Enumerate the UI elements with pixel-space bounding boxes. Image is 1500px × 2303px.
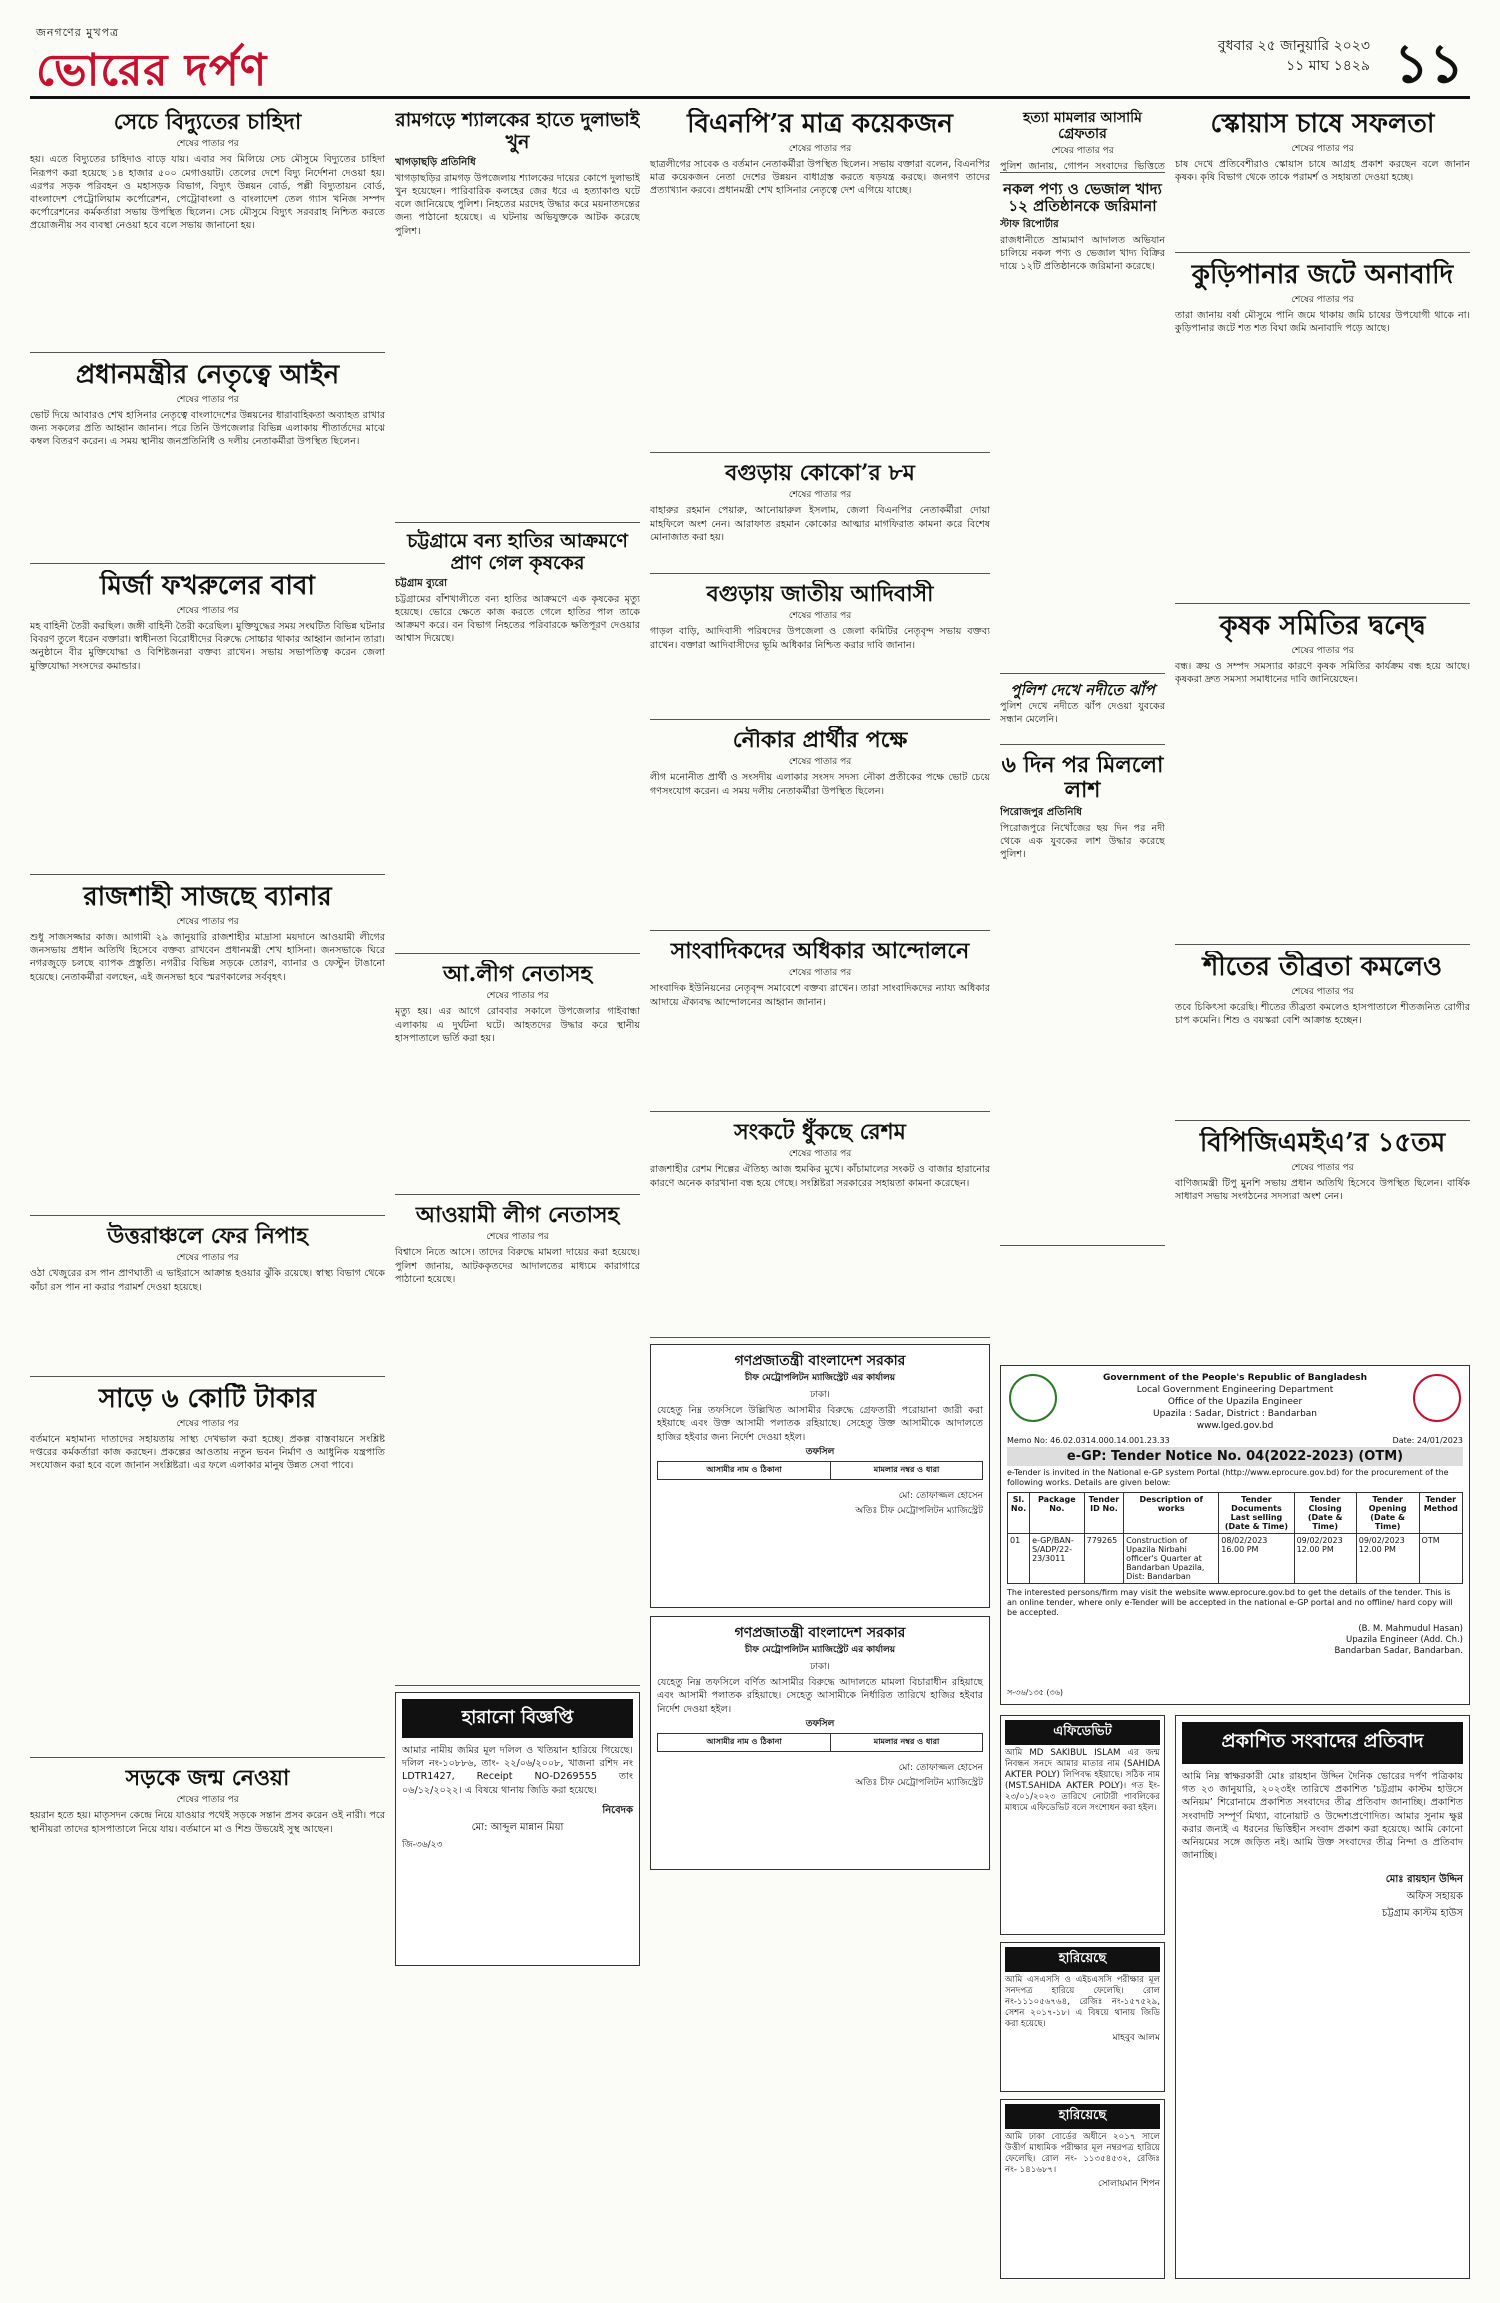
tender-table	[1007, 1492, 1463, 1584]
issue-date: বুধবার ২৫ জানুয়ারি ২০২৩ ১১ মাঘ ১৪২৯	[1217, 38, 1370, 74]
jump-line: শেষের পাতার পর	[1291, 143, 1354, 154]
page-number: ১১	[1393, 31, 1464, 95]
headline: রামগড়ে শ্যালকের হাতে দুলাভাই খুন	[395, 109, 640, 153]
body-text: মহ বাহিনী তৈরী করছিল। জঙ্গী বাহিনী তৈরী করেছিল। মুক্তিযুদ্ধের সময় সংঘটিত বিভিন্ন ঘটনার বিবরণ তুলে ধরেন বক্তারা। স্বাধীনতা বিরোধীদের বিরুদ্ধে সোচ্চার থাকার আহ্বান জানান তারা। অনুষ্ঠানে বীর মুক্তিযোদ্ধা ও বিশিষ্টজনরা বক্তব্য রাখেন। সভায় সভাপতিত্ব করেন জেলা মুক্তিযোদ্ধা সংসদের কমান্ডার।	[30, 620, 385, 672]
table-cell: 09/02/2023 12.00 PM	[1356, 1534, 1419, 1584]
headline: মির্জা ফখরুলের বাবা	[100, 571, 315, 601]
byline: চট্টগ্রাম ব্যুরো	[395, 577, 448, 589]
notice-signer-label: নিবেদক	[602, 1804, 633, 1816]
table-header: মামলার নম্বর ও ধারা	[831, 1461, 983, 1479]
body-text: হয়। এতে বিদ্যুতের চাহিদাও বাড়ে যায়। এবার সব মিলিয়ে সেচ মৌসুমে বিদ্যুতের চাহিদা নিরূপণ করা হয়েছে ১৪ হাজার ৫০০ মেগাওয়াট। তেলের দেশে বিদ্যু নির্দেশনা দেওয়া হয়। এরপর সড়ক পরিবহন ও মহাসড়ক বিভাগ, বিদ্যুৎ উন্নয়ন বোর্ড, পল্লী বিদ্যুতায়ন বোর্ড, বাংলাদেশ পেট্রোলিয়াম কর্পোরেশন, পেট্রোবাংলা ও বাংলাদেশ তেল গ্যাস খনিজ সম্পদ কর্পোরেশনের কর্মকর্তারা সভায় উপস্থিত ছিলেন। সেচ মৌসুমে বিদ্যুৎ সরবরাহ নিশ্চিত করতে প্রয়োজনীয় সব ব্যবস্থা নেওয়া হবে বলে সভায় জানানো হয়।	[30, 154, 385, 232]
table-header: আসামীর নাম ও ঠিকানা	[658, 1733, 831, 1751]
article	[1000, 751, 1165, 1246]
jump-line: শেষের পাতার পর	[1051, 146, 1114, 157]
article	[1175, 1127, 1470, 1306]
body-text: হয়রান হতে হয়। মাতৃসদন কেন্দ্রে নিয়ে যাওয়ার পথেই সড়কে সন্তান প্রসব করেন ওই নারী। পরে স্থানীয়রা তাদের হাসপাতালে নিয়ে যায়। বর্তমানে মা ও শিশু উভয়েই সুস্থ আছেন।	[30, 1810, 385, 1835]
notice-text: আমি ঢাকা বোর্ডের অধীনে ২০১৭ সালে উত্তীর্ণ মাধ্যমিক পরীক্ষার মূল নম্বরপত্র হারিয়ে ফেলেছি। রোল নং- ১১৩৫৪৫৩২, রেজিঃ নং- ১৪১৬৮৭।	[1005, 2132, 1160, 2175]
body-text: বাণিজ্যমন্ত্রী টিপু মুনশি সভায় প্রধান অতিথি হিসেবে উপস্থিত ছিলেন। বার্ষিক সাধারণ সভায় সংগঠনের সদস্যরা অংশ নেন।	[1175, 1177, 1470, 1203]
notice-title: এফিডেভিট	[1005, 1720, 1160, 1745]
court-notice-2	[650, 1616, 990, 1870]
jump-line: শেষের পাতার পর	[486, 991, 549, 1002]
table-header: মামলার নম্বর ও ধারা	[831, 1733, 983, 1751]
table-cell: 09/02/2023 12.00 PM	[1294, 1534, 1356, 1584]
headline: পুলিশ দেখে নদীতে ঝাঁপ	[1010, 681, 1155, 699]
notice-signer: মো: তোফাজ্জল হোসেন	[898, 1490, 983, 1501]
headline: উত্তরাঞ্চলে ফের নিপাহ	[107, 1223, 308, 1249]
jump-line: শেষের পাতার পর	[176, 1253, 239, 1264]
article	[30, 359, 385, 564]
notice-subtitle: চীফ মেট্রোপলিটন ম্যাজিস্ট্রেট এর কার্যালয়	[744, 1373, 896, 1384]
tender-title: e-GP: Tender Notice No. 04(2022-2023) (OTM)	[1007, 1447, 1463, 1466]
headline: স্কোয়াস চাষে সফলতা	[1210, 109, 1435, 139]
jump-line: শেষের পাতার পর	[788, 611, 852, 622]
headline: আওয়ামী লীগ নেতাসহ	[415, 1202, 620, 1228]
column-4	[1000, 108, 1165, 1252]
tender-gov: Government of the People's Republic of Bangladesh	[1102, 1373, 1368, 1383]
headline: সাড়ে ৬ কোটি টাকার	[98, 1384, 317, 1414]
jump-line: শেষের পাতার পর	[788, 1149, 852, 1160]
headline: সেচে বিদ্যুতের চাহিদা	[113, 109, 302, 135]
article	[650, 108, 990, 453]
table-cell: 01	[1008, 1534, 1030, 1584]
byline: পিরোজপুর প্রতিনিধি	[1000, 806, 1082, 818]
notice-city: ঢাকা।	[810, 1662, 830, 1673]
article	[650, 1118, 990, 1338]
article	[1000, 680, 1165, 745]
body-text: শুধু সাজসজ্জার কাজ। আগামী ২৯ জানুয়ারি রাজশাহীর মাদ্রাসা ময়দানে আওয়ামী লীগের জনসভায় প্রধান অতিথি হিসেবে বক্তব্য রাখবেন প্রধানমন্ত্রী শেখ হাসিনা। জনসভাকে ঘিরে নগরজুড়ে চলছে ব্যাপক প্রস্তুতি। নগরীর বিভিন্ন সড়কে তোরণ, ব্যানার ও ফেস্টুন টাঙানো হয়েছে। নেতাকর্মীরা বলছেন, এই জনসভা হবে স্মরণকালের সর্ববৃহৎ।	[30, 931, 385, 983]
table-cell: 08/02/2023 16.00 PM	[1219, 1534, 1294, 1584]
jump-line: শেষের পাতার পর	[1291, 1162, 1354, 1173]
headline: নকল পণ্য ও ভেজাল খাদ্য ১২ প্রতিষ্ঠানকে জরিমানা	[1003, 180, 1162, 216]
column-5	[1175, 108, 1470, 1312]
jump-line: শেষের পাতার পর	[176, 916, 239, 927]
tender-date: Date: 24/01/2023	[1392, 1436, 1463, 1445]
notice-title: হারিয়েছে	[1005, 1947, 1160, 1972]
body-text: পিরোজপুরে নিখোঁজের ছয় দিন পর নদী থেকে এক যুবকের লাশ উদ্ধার করেছে পুলিশ।	[1000, 822, 1165, 860]
tender-notice	[1000, 1365, 1470, 1705]
headline: রাজশাহী সাজছে ব্যানার	[83, 882, 332, 912]
headline: সংকটে ধুঁকছে রেশম	[734, 1119, 906, 1145]
body-text: বিশ্বাসে নিতে আসে। তাদের বিরুদ্ধে মামলা দায়ের করা হয়েছে। পুলিশ জানায়, আটককৃতদের আদালতের মাধ্যমে কারাগারে পাঠানো হয়েছে।	[395, 1247, 640, 1285]
headline: কৃষক সমিতির দ্বন্দ্বে	[1219, 611, 1426, 641]
body-text: চাষ দেখে প্রতিবেশীরাও স্কোয়াস চাষে আগ্রহ প্রকাশ করছেন বলে জানান কৃষক। কৃষি বিভাগ থেকে তাকে পরামর্শ ও সহায়তা দেওয়া হচ্ছে।	[1175, 158, 1470, 184]
table-header: Package No.	[1030, 1493, 1085, 1534]
notice-signer-title: অফিস সহায়ক	[1406, 1891, 1463, 1903]
table-header: Tender Documents Last selling (Date & Time)	[1219, 1493, 1294, 1534]
headline: নৌকার প্রার্থীর পক্ষে	[732, 727, 908, 753]
court-notice-1	[650, 1344, 990, 1608]
article	[650, 459, 990, 574]
table-header: Tender Method	[1419, 1493, 1462, 1534]
notice-signer-name: সোলায়মান শিপন	[1097, 2179, 1160, 2189]
jump-line: শেষের পাতার পর	[1291, 294, 1354, 305]
schedule-table	[657, 1461, 983, 1480]
article	[30, 1222, 385, 1377]
headline: আ.লীগ নেতাসহ	[442, 961, 593, 987]
article	[395, 1201, 640, 1686]
tender-dept: Local Government Engineering Department	[1136, 1385, 1334, 1395]
jump-line: শেষের পাতার পর	[176, 139, 239, 150]
notice-signer-office: চট্টগ্রাম কাস্টম হাউস	[1381, 1908, 1463, 1920]
article	[1000, 108, 1165, 173]
body-text: গাড়ল বাড়ি, আদিবাসী পরিষদের উপজেলা ও জেলা কমিটির নেতৃবৃন্দ সভায় বক্তব্য রাখেন। বক্তারা আদিবাসীদের ভূমি অধিকার নিশ্চিত করার দাবি জানান।	[650, 626, 990, 651]
notice-title: গণপ্রজাতন্ত্রী বাংলাদেশ সরকার	[734, 1625, 906, 1641]
table-cell: 779265	[1084, 1534, 1124, 1584]
tender-signer-title: Upazila Engineer (Add. Ch.)	[1346, 1635, 1463, 1645]
newspaper-logo: জনগণের মুখপত্র ভোরের দর্পণ	[36, 26, 268, 96]
body-text: তবে চিকিৎসা করেছি। শীতের তীব্রতা কমলেও হাসপাতালে শীতজনিত রোগীর চাপ কমেনি। শিশু ও বয়স্করা বেশি আক্রান্ত হচ্ছেন।	[1175, 1001, 1470, 1027]
body-text: লীগ মনোনীত প্রার্থী ও সংসদীয় এলাকার সংসদ সদস্য নৌকা প্রতীকের পক্ষে ভোট চেয়ে গণসংযোগ করেন। এ সময় দলীয় নেতাকর্মীরা উপস্থিত ছিলেন।	[650, 772, 990, 797]
tender-website[interactable]: www.lged.gov.bd	[1196, 1421, 1274, 1431]
article	[30, 1383, 385, 1758]
headline: ৬ দিন পর মিললো লাশ	[1001, 752, 1164, 804]
lost-marksheet-notice	[1000, 2099, 1165, 2279]
headline: সাংবাদিকদের অধিকার আন্দোলনে	[670, 938, 970, 964]
body-text: ভোট দিয়ে আবারও শেখ হাসিনার নেতৃত্বে বাংলাদেশের উন্নয়নের ধারাবাহিকতা অব্যাহত রাখার জন্য সকলের প্রতি আহ্বান জানান। পরে তিনি উপজেলার বিভিন্ন এলাকায় শীতার্তদের মাঝে কম্বল বিতরণ করেন। এ সময় স্থানীয় জনপ্রতিনিধি ও দলীয় নেতাকর্মীরা উপস্থিত ছিলেন।	[30, 409, 385, 448]
notice-text: যেহেতু নিম্ন তফসিলে বর্ণিত আসামীর বিরুদ্ধে আদালতে মামলা বিচারাধীন রহিয়াছে এবং আসামী পলাতক রহিয়াছে। সেহেতু আসামীকে নির্ধারিত তারিখে হাজির হইবার নির্দেশ দেওয়া হইল।	[657, 1677, 983, 1715]
jump-line: শেষের পাতার পর	[176, 1418, 239, 1429]
notice-title: গণপ্রজাতন্ত্রী বাংলাদেশ সরকার	[734, 1353, 906, 1369]
article	[395, 960, 640, 1195]
article	[650, 580, 990, 720]
headline: বিপিজিএমইএ’র ১৫তম	[1199, 1128, 1446, 1158]
tender-memo: Memo No: 46.02.0314.000.14.001.23.33	[1007, 1436, 1170, 1445]
jump-line: শেষের পাতার পর	[1291, 986, 1354, 997]
masthead	[30, 18, 1470, 99]
notice-text: যেহেতু নিম্ন তফসিলে উল্লিখিত আসামীর বিরুদ্ধে গ্রেফতারী পরোয়ানা জারী করা হইয়াছে এবং উক্ত আসামী পলাতক রহিয়াছে। সেহেতু উক্ত আসামীকে আদালতে হাজির হইবার জন্য নির্দেশ দেওয়া হইল।	[657, 1405, 983, 1443]
byline: খাগড়াছড়ি প্রতিনিধি	[395, 156, 476, 168]
jump-line: শেষের পাতার পর	[788, 143, 852, 154]
body-text: পুলিশ দেখে নদীতে ঝাঁপ দেওয়া যুবকের সন্ধান মেলেনি।	[1000, 701, 1165, 726]
table-cell: OTM	[1419, 1534, 1462, 1584]
article	[30, 108, 385, 353]
table-header: আসামীর নাম ও ঠিকানা	[658, 1461, 831, 1479]
notice-title: প্রকাশিত সংবাদের প্রতিবাদ	[1182, 1722, 1463, 1764]
article	[30, 570, 385, 875]
jump-line: শেষের পাতার পর	[788, 490, 852, 501]
headline: শীতের তীব্রতা কমলেও	[1202, 952, 1443, 982]
notice-text: আমি এসএসসি ও এইচএসসি পরীক্ষার মূল সনদপত্র হারিয়ে ফেলেছি। রোল নং-১১১০৫৬৭৬৪, রেজিঃ নং-১৫৭৫২৯, সেশন ২০১৭-১৮। এ বিষয়ে থানায় জিডি করা হয়েছে।	[1005, 1975, 1160, 2029]
column-1	[30, 108, 385, 2034]
jump-line: শেষের পাতার পর	[486, 1232, 549, 1243]
notice-city: ঢাকা।	[810, 1390, 830, 1401]
headline: হত্যা মামলার আসামি গ্রেফতার	[1023, 110, 1142, 143]
notice-subtitle: চীফ মেট্রোপলিটন ম্যাজিস্ট্রেট এর কার্যালয়	[744, 1645, 896, 1656]
notice-signer-title: অতিঃ চীফ মেট্রোপলিটন ম্যাজিস্ট্রেট	[855, 1505, 983, 1516]
tender-ref: স-৩৬/১৩৫ (৩৬)	[1007, 1688, 1064, 1697]
notice-text: আমার নামীয় জমির মূল দলিল ও খতিয়ান হারিয়ে গিয়েছে। দলিল নং-১০৮৮৬, তাং- ২২/০৬/২০০৮, খাজনা রশিদ নং LDTR1427, Receipt NO-D269555 তাং ০৬/১২/২০২২। এ বিষয়ে থানায় জিডি করা হয়েছে।	[402, 1745, 633, 1796]
table-cell: e-GP/BAN-S/ADP/22-23/3011	[1030, 1534, 1085, 1584]
body-text: সাংবাদিক ইউনিয়নের নেতৃবৃন্দ সমাবেশে বক্তব্য রাখেন। তারা সাংবাদিকদের ন্যায্য অধিকার আদায়ে ঐক্যবদ্ধ আন্দোলনের আহ্বান জানান।	[650, 983, 990, 1008]
tender-location: Upazila : Sadar, District : Bandarban	[1152, 1409, 1318, 1419]
jump-line: শেষের পাতার পর	[176, 1795, 239, 1806]
notice-signer-name: মোঃ রায়হান উদ্দিন	[1385, 1874, 1463, 1886]
body-text: চট্টগ্রামের বাঁশখালীতে বন্য হাতির আক্রমণে এক কৃষকের মৃত্যু হয়েছে। ভোরে ক্ষেতে কাজ করতে গেলে হাতির পাল তাকে আক্রমণ করে। বন বিভাগ নিহতের পরিবারকে ক্ষতিপূরণ দেওয়ার আশ্বাস দিয়েছে।	[395, 593, 640, 645]
column-3	[650, 108, 990, 1870]
headline: বগুড়ায় জাতীয় আদিবাসী	[706, 581, 934, 607]
notice-text: আমি MD SAKIBUL ISLAM এর জন্ম নিবন্ধন সনদে আমার মাতার নাম (SAHIDA AKTER POLY) লিপিবদ্ধ হইয়াছে। সঠিক নাম (MST.SAHIDA AKTER POLY)। গত ইং- ২৩/০১/২০২৩ তারিখে নোটারী পাবলিকের মাধ্যমে এফিডেভিট বলে সংশোধন করা হইল।	[1005, 1748, 1160, 1813]
table-cell: Construction of Upazila Nirbahi officer's Quarter at Bandarban Upazila, Dist: Bandarban	[1124, 1534, 1219, 1584]
article	[30, 1764, 385, 2028]
notice-text: আমি নিম্ন স্বাক্ষরকারী মোঃ রায়হান উদ্দিন দৈনিক ভোরের দর্পণ পত্রিকায় গত ২৩ জানুয়ারি, ২০২৩ইং তারিখে প্রকাশিত ‘চট্টগ্রাম কাস্টম হাউসে অনিয়ম’ শিরোনামে প্রকাশিত সংবাদের তীব্র প্রতিবাদ জানাচ্ছি। প্রকাশিত সংবাদটি সম্পূর্ণ মিথ্যা, বানোয়াট ও উদ্দেশ্যপ্রণোদিত। আমার সুনাম ক্ষুণ্ণ করার জন্যই এ ধরনের ভিত্তিহীন সংবাদ প্রকাশ করা হয়েছে। আমি কোনো অনিয়মের সঙ্গে জড়িত নই। আমি উক্ত সংবাদের তীব্র নিন্দা ও প্রতিবাদ জানাচ্ছি।	[1182, 1771, 1463, 1862]
notice-signer-name: মো: আব্দুল মান্নান মিয়া	[471, 1821, 564, 1833]
table-header: Tender Closing (Date & Time)	[1294, 1493, 1356, 1534]
article	[395, 108, 640, 523]
notice-ref: জি-৩৬/২৩	[402, 1839, 443, 1850]
body-text: বর্তমানে মহামান্য দাতাদের সহায়তায় সাস্থ্য দেখভাল করা হচ্ছে। প্রকল্প বাস্তবায়নে সংশ্লিষ্ট দপ্তরের কর্মকর্তারা কাজ করছেন। প্রকল্পের আওতায় নতুন ভবন নির্মাণ ও আধুনিক যন্ত্রপাতি সংযোজন করা হবে বলে জানান সংশ্লিষ্টরা। এর ফলে এলাকার মানুষ উন্নত সেবা পাবে।	[30, 1433, 385, 1472]
headline: কুড়িপানার জটে অনাবাদি	[1191, 260, 1454, 290]
body-text: বাহারুর রহমান পেয়ারু, আনোয়ারুল ইসলাম, জেলা বিএনপির নেতাকর্মীরা দোয়া মাহফিলে অংশ নেন। আরাফাত রহমান কোকোর আত্মার মাগফিরাত কামনা করে বিশেষ মোনাজাত করা হয়।	[650, 505, 990, 543]
notice-signer: মো: তোফাজ্জল হোসেন	[898, 1762, 983, 1773]
jump-line: শেষের পাতার পর	[176, 605, 239, 616]
tender-office: Office of the Upazila Engineer	[1167, 1397, 1303, 1407]
tender-footer: The interested persons/firm may visit the website www.eprocure.gov.bd to get the details of the tender. This is an online tender, where only e-Tender will be accepted in the national e-GP portal and no offline/ hard copy will be accepted.	[1007, 1588, 1453, 1617]
article	[1175, 951, 1470, 1121]
body-text: রাজধানীতে ভ্রাম্যমাণ আদালত অভিযান চালিয়ে নকল পণ্য ও ভেজাল খাদ্য বিক্রির দায়ে ১২টি প্রতিষ্ঠানকে জরিমানা করেছে।	[1000, 234, 1165, 272]
lost-certificate-notice	[1000, 1942, 1165, 2092]
headline: চট্টগ্রামে বন্য হাতির আক্রমণে প্রাণ গেল কৃষকের	[407, 530, 628, 574]
headline: বগুড়ায় কোকো’র ৮ম	[725, 460, 915, 486]
jump-line: শেষের পাতার পর	[788, 757, 852, 768]
notice-schedule-label: তফসিল	[805, 1718, 835, 1729]
body-text: ওঠা খেজুরের রস পান প্রাণঘাতী এ ভাইরাসে আক্রান্ত হওয়ার ঝুঁকি রয়েছে। স্বাস্থ্য বিভাগ থেকে কাঁচা রস পান না করার পরামর্শ দেওয়া হয়েছে।	[30, 1268, 385, 1293]
table-header: Tender Opening (Date & Time)	[1356, 1493, 1419, 1534]
body-text: রাজশাহীর রেশম শিল্পের ঐতিহ্য আজ হুমকির মুখে। কাঁচামালের সংকট ও বাজার হারানোর কারণে অনেক কারখানা বন্ধ হয়ে গেছে। সংশ্লিষ্টরা সরকারের সহায়তা কামনা করেছেন।	[650, 1164, 990, 1189]
notice-title: হারানো বিজ্ঞপ্তি	[402, 1699, 633, 1738]
notice-schedule-label: তফসিল	[805, 1446, 835, 1457]
body-text: মৃত্যু হয়। এর আগে রোববার সকালে উপজেলার গাইবান্ধা এলাকায় এ দুর্ঘটনা ঘটে। আহতদের উদ্ধার করে স্থানীয় হাসপাতালে ভর্তি করা হয়।	[395, 1006, 640, 1044]
table-header: Description of works	[1124, 1493, 1219, 1534]
body-text: বন্ধ। ক্রয় ও সম্পদ সমস্যার কারণে কৃষক সমিতির কার্যক্রম বন্ধ হয়ে আছে। কৃষকরা দ্রুত সমস্যা সমাধানের দাবি জানিয়েছেন।	[1175, 660, 1470, 686]
article	[1000, 179, 1165, 674]
notice-title: হারিয়েছে	[1005, 2104, 1160, 2129]
body-text: পুলিশ জানায়, গোপন সংবাদের ভিত্তিতে	[1000, 161, 1165, 173]
headline: প্রধানমন্ত্রীর নেতৃত্বে আইন	[75, 360, 340, 390]
article	[1175, 108, 1470, 253]
column-2	[395, 108, 640, 1966]
rejoinder-notice	[1175, 1715, 1470, 2279]
lged-logo-icon	[1009, 1374, 1057, 1422]
table-header: Tender ID No.	[1084, 1493, 1124, 1534]
article	[395, 529, 640, 954]
headline: সড়কে জন্ম নেওয়া	[125, 1765, 290, 1791]
article	[1175, 259, 1470, 604]
lost-notice	[395, 1692, 640, 1966]
body-text: ছাত্রলীগের সাবেক ও বর্তমান নেতাকর্মীরা উপস্থিত ছিলেন। সভায় বক্তারা বলেন, বিএনপির মাত্র কয়েকজন নেতা দেশের উন্নয়ন বাধাগ্রস্ত করতে ষড়যন্ত্র করছে। জনগণ তাদের প্রত্যাখ্যান করবে। প্রধানমন্ত্রী শেখ হাসিনার নেতৃত্বে দেশ এগিয়ে যাচ্ছে।	[650, 158, 990, 197]
article	[650, 937, 990, 1112]
jump-line: শেষের পাতার পর	[788, 968, 852, 979]
tender-signer-name: (B. M. Mahmudul Hasan)	[1358, 1624, 1463, 1634]
affidavit-notice	[1000, 1715, 1165, 1935]
schedule-table	[657, 1733, 983, 1752]
jump-line: শেষের পাতার পর	[1291, 645, 1354, 656]
body-text: তারা জানায় বর্ষা মৌসুমে পানি জমে থাকায় জমি চাষের উপযোগী থাকে না। কুড়িপানার জটে শত শত বিঘা জমি অনাবাদি পড়ে আছে।	[1175, 309, 1470, 335]
tender-intro: e-Tender is invited in the National e-GP system Portal (http://www.eprocure.gov.bd) for the procurement of the following works. Details are given below:	[1007, 1468, 1449, 1487]
headline: বিএনপি’র মাত্র কয়েকজন	[687, 109, 953, 139]
notice-signer-name: মাহবুব আলম	[1112, 2033, 1160, 2043]
article	[650, 726, 990, 931]
tender-signer-place: Bandarban Sadar, Bandarban.	[1334, 1646, 1463, 1656]
body-text: খাগড়াছড়ির রামগড় উপজেলায় শ্যালকের দায়ের কোপে দুলাভাই খুন হয়েছেন। পারিবারিক কলহের জের ধরে এ হত্যাকাণ্ড ঘটে বলে জানিয়েছে পুলিশ। নিহতের মরদেহ উদ্ধার করে ময়নাতদন্তের জন্য পাঠানো হয়েছে। এ ঘটনায় অভিযুক্তকে আটক করেছে পুলিশ।	[395, 172, 640, 237]
jump-line: শেষের পাতার পর	[176, 394, 239, 405]
article	[30, 881, 385, 1216]
table-header: Sl. No.	[1008, 1493, 1030, 1534]
notice-signer-title: অতিঃ চীফ মেট্রোপলিটন ম্যাজিস্ট্রেট	[855, 1777, 983, 1788]
byline: স্টাফ রিপোর্টার	[1000, 218, 1059, 230]
article	[1175, 610, 1470, 945]
portrait-icon	[1413, 1374, 1461, 1422]
